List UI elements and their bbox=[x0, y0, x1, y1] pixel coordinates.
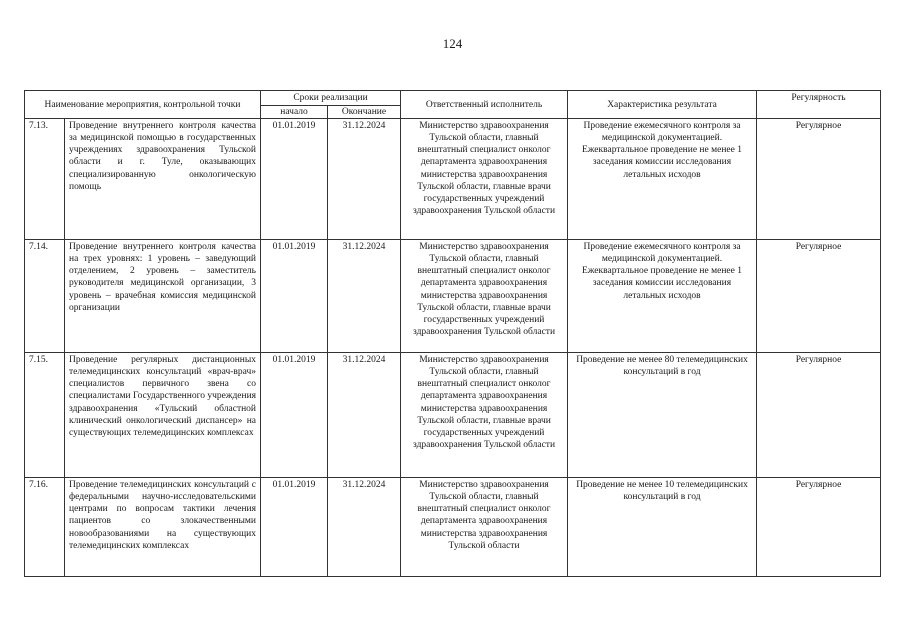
result: Проведение не менее 10 телемедицинских консультаций в год bbox=[568, 478, 757, 577]
start-date: 01.01.2019 bbox=[261, 240, 328, 353]
regularity: Регулярное bbox=[757, 119, 881, 240]
page-number: 124 bbox=[442, 36, 463, 51]
end-date: 31.12.2024 bbox=[328, 478, 401, 577]
header-executor: Ответственный исполнитель bbox=[401, 91, 568, 119]
regularity: Регулярное bbox=[757, 240, 881, 353]
result: Проведение ежемесячного контроля за медицинской документацией. Ежеквартальное проведение не менее 1 заседания комиссии исследования летальных исходов bbox=[568, 119, 757, 240]
end-date: 31.12.2024 bbox=[328, 353, 401, 478]
activity-name: Проведение внутреннего контроля качества на трех уровнях: 1 уровень – заведующий отделением, 2 уровень – заместитель руководителя медицинской организации, 3 уровень – врачебная комиссия медицинской организации bbox=[65, 240, 261, 353]
result: Проведение не менее 80 телемедицинских консультаций в год bbox=[568, 353, 757, 478]
table-row bbox=[25, 353, 881, 478]
executor: Министерство здравоохранения Тульской области, главный внештатный специалист онколог департамента здравоохранения министерства здравоохранения Тульской области bbox=[401, 478, 568, 577]
header-period: Сроки реализации bbox=[261, 91, 401, 106]
header-start: начало bbox=[261, 106, 328, 119]
activity-name: Проведение внутреннего контроля качества за медицинской помощью в государственных учреждениях здравоохранения Тульской области и г. Туле, оказывающих специализированную онкологическую помощь bbox=[65, 119, 261, 240]
header-regularity: Регулярность bbox=[757, 91, 881, 119]
row-number: 7.15. bbox=[25, 353, 65, 478]
start-date: 01.01.2019 bbox=[261, 353, 328, 478]
start-date: 01.01.2019 bbox=[261, 119, 328, 240]
end-date: 31.12.2024 bbox=[328, 119, 401, 240]
activity-name: Проведение регулярных дистанционных телемедицинских консультаций «врач-врач» специалистов первичного звена со специалистами Государственного учреждения здравоохранения «Тульский областной клинический онкологический диспансер» на существующих телемедицинских комплексах bbox=[65, 353, 261, 478]
executor: Министерство здравоохранения Тульской области, главный внештатный специалист онколог департамента здравоохранения министерства здравоохранения Тульской области, главные врачи государственных учреждений здравоохранения Тульской области bbox=[401, 240, 568, 353]
activities-table bbox=[24, 90, 881, 577]
regularity: Регулярное bbox=[757, 478, 881, 577]
header-name: Наименование мероприятия, контрольной точки bbox=[25, 91, 261, 119]
end-date: 31.12.2024 bbox=[328, 240, 401, 353]
activity-name: Проведение телемедицинских консультаций с федеральными научно-исследовательскими центрами по вопросам тактики лечения пациентов со злокачественными новообразованиями на существующих телемедицинских комплексах bbox=[65, 478, 261, 577]
header-end: Окончание bbox=[328, 106, 401, 119]
executor: Министерство здравоохранения Тульской области, главный внештатный специалист онколог департамента здравоохранения министерства здравоохранения Тульской области, главные врачи государственных учреждений здравоохранения Тульской области bbox=[401, 353, 568, 478]
executor: Министерство здравоохранения Тульской области, главный внештатный специалист онколог департамента здравоохранения министерства здравоохранения Тульской области, главные врачи государственных учреждений здравоохранения Тульской области bbox=[401, 119, 568, 240]
regularity: Регулярное bbox=[757, 353, 881, 478]
result: Проведение ежемесячного контроля за медицинской документацией. Ежеквартальное проведение не менее 1 заседания комиссии исследования летальных исходов bbox=[568, 240, 757, 353]
table-row bbox=[25, 240, 881, 353]
start-date: 01.01.2019 bbox=[261, 478, 328, 577]
table-row bbox=[25, 478, 881, 577]
row-number: 7.16. bbox=[25, 478, 65, 577]
table-row bbox=[25, 119, 881, 240]
row-number: 7.13. bbox=[25, 119, 65, 240]
row-number: 7.14. bbox=[25, 240, 65, 353]
header-result: Характеристика результата bbox=[568, 91, 757, 119]
